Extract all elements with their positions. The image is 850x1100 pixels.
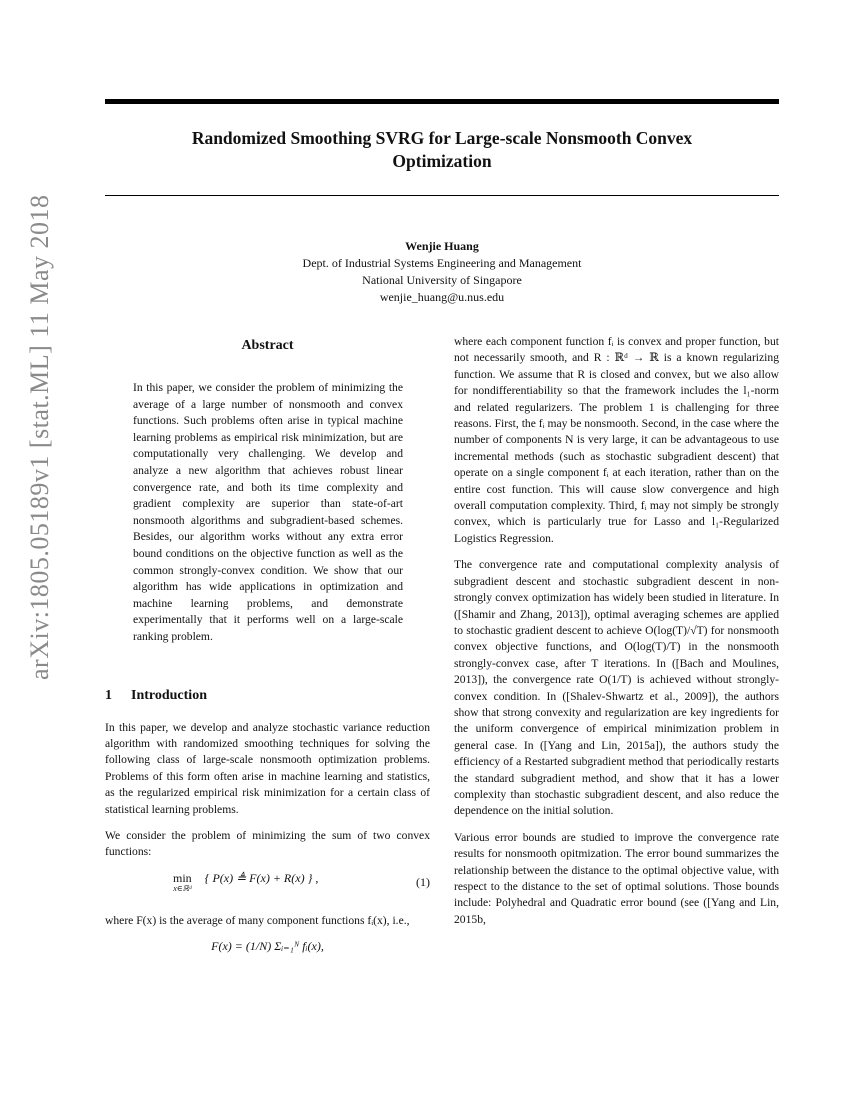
equation-1-expression: { P(x) ≜ F(x) + R(x) } , — [204, 870, 319, 885]
section-title: Introduction — [131, 687, 207, 703]
equation-1-subscript: x∈ℝᵈ — [173, 883, 192, 893]
equation-2: F(x) = (1/N) Σᵢ₌₁ᴺ fᵢ(x), — [211, 939, 324, 954]
title-rule-top — [105, 99, 779, 104]
author-name: Wenjie Huang — [405, 239, 479, 253]
right-column — [454, 334, 779, 938]
intro-paragraph-1: In this paper, we develop and analyze stochastic variance reduction algorithm with randomized smoothing techniques for solving the following class of large-scale nonsmooth optimization problems. Problems of this form often arise in machine learning and statistics, as the regularized empirical risk minimization for a certain class of statistical learning problems. — [105, 720, 430, 816]
equation-1 — [105, 871, 430, 901]
right-paragraph-1: where each component function fᵢ is convex and proper function, but not necessarily smooth, and R : ℝᵈ → ℝ is a known regularizing function. We assume that R is closed and convex, but we also allow for nondifferentiability so that the framework includes the l₁-norm and related regularizers. The problem 1 is challenging for three reasons. First, the fᵢ may be nonsmooth. Second, in the case where the number of components N is very large, it can be advantageous to use incremental methods (such as stochastic subgradient descent) that operate on a single component fᵢ at each iteration, rather than on the entire cost function. This will cause slow convergence and high overall computation complexity. Third, fᵢ may not simply be strongly convex, which is particularly true for Lasso and l₁-Regularized Logistics Regression. — [454, 335, 779, 545]
title-line-2: Optimization — [392, 151, 492, 171]
equation-1-body — [173, 871, 318, 893]
right-paragraph-2: The convergence rate and computational complexity analysis of subgradient descent and stochastic subgradient descent in non-strongly convex optimization has widely been studied in literature. In ([Shamir and Zhang, 2013]), optimal averaging schemes are applied to stochastic gradient descent to achieve O(log(T)/√T) for nonsmooth convex objective functions, and O(log(T)/T) in the nonsmooth strongly-convex case, after T iterations. In ([Bach and Moulines, 2013]), the convergence rate O(1/T) is achieved without strongly-convex condition. In ([Shalev-Shwartz et al., 2009]), the authors show that strong convexity and regularization are key ingredients for the uniform convergence of empirical minimization problem in general case. In ([Yang and Lin, 2015a]), the authors study the efficiency of a Restarted subgradient method that periodically restarts the standard subgradient method, and show that it has a lower complexity than stochastic subgradient descent, and also reduce the dependence on the initial solution. — [454, 558, 779, 818]
left-column — [105, 338, 430, 985]
arxiv-identifier: arXiv:1805.05189v1 [stat.ML] 11 May 2018 — [25, 194, 54, 680]
paper-title — [105, 127, 779, 173]
section-heading-introduction — [105, 688, 430, 704]
section-number: 1 — [105, 687, 112, 703]
abstract-heading: Abstract — [241, 338, 294, 353]
intro-paragraph-2: We consider the problem of minimizing the sum of two convex functions: — [105, 828, 430, 859]
arxiv-sidebar — [0, 0, 60, 1100]
abstract-text: In this paper, we consider the problem of minimizing the average of a large number of nonsmooth and convex functions. Such problems often arise in typical machine learning problems as empirical risk minimization, but are computationally very challenging. We develop and analyze a new algorithm that achieves robust linear convergence rate, and both its time complexity and gradient complexity are superior than state-of-art nonsmooth algorithms and subgradient-based schemes. Besides, our algorithm works without any extra error bound conditions on the objective function as well as the common strongly-convex condition. We show that our algorithm has wide applications in optimization and machine learning problems, and demonstrate experimentally that it performs well on a large-scale ranking problem. — [133, 381, 403, 643]
author-block — [105, 238, 779, 306]
intro-paragraph-3: where F(x) is the average of many component functions fᵢ(x), i.e., — [105, 913, 410, 927]
equation-1-min: min — [173, 870, 192, 885]
author-affiliation: Dept. of Industrial Systems Engineering and Management — [302, 256, 582, 270]
title-line-1: Randomized Smoothing SVRG for Large-scale Nonsmooth Convex — [191, 128, 693, 148]
equation-1-number: (1) — [416, 874, 430, 889]
title-rule-bottom — [105, 195, 779, 196]
right-paragraph-3: Various error bounds are studied to improve the convergence rate results for nonsmooth opitmization. The error bound summarizes the relationship between the distance to the optimal objective value, with respect to the distance to the set of optimal solutions. Those bounds include: Polyhedral and Quadratic error bound (see ([Yang and Lin, 2015b, — [454, 830, 779, 926]
author-institution: National University of Singapore — [362, 273, 522, 287]
author-email: wenjie_huang@u.nus.edu — [379, 290, 505, 304]
